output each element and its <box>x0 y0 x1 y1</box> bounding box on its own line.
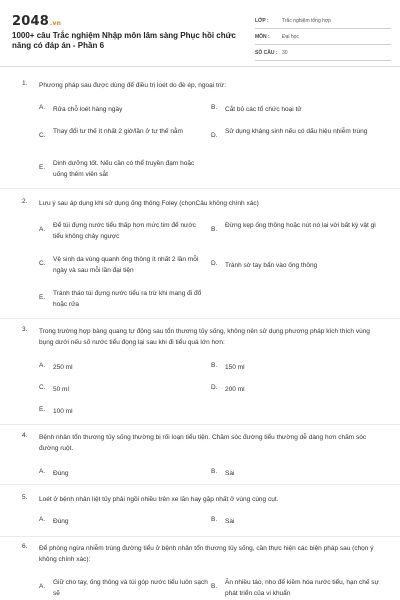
question-number: 6. <box>22 543 28 550</box>
option-letter: C. <box>39 132 46 139</box>
meta-key: SỐ CÂU : <box>255 50 278 56</box>
question-number: 1. <box>22 80 28 87</box>
option-letter: A. <box>39 583 46 590</box>
document-header <box>0 0 400 66</box>
option-letter: E. <box>39 294 46 301</box>
option-letter: A. <box>39 516 46 523</box>
option-letter: D. <box>211 260 218 267</box>
option-text: Sai <box>225 518 235 525</box>
option-text: Tránh sờ tay bẩn vào ống thông <box>225 262 318 269</box>
option-letter: C. <box>39 384 46 391</box>
option-letter: B. <box>211 226 218 233</box>
option-text: Đúng <box>53 518 69 525</box>
question-separator <box>0 188 400 189</box>
site-logo[interactable] <box>12 14 61 29</box>
option-letter: B. <box>211 516 218 523</box>
option-text: Rửa chỗ loét hàng ngày <box>53 106 123 113</box>
option-letter: D. <box>211 384 218 391</box>
option-text: 100 ml <box>53 408 73 415</box>
option-text: 150 ml <box>225 364 245 371</box>
document-meta <box>255 14 391 62</box>
option-letter: D. <box>211 132 218 139</box>
option-text: 250 ml <box>53 364 73 371</box>
option-letter: A. <box>39 362 46 369</box>
option-letter: E. <box>39 406 46 413</box>
logo-text: 2048 <box>12 14 49 29</box>
meta-value: Trắc nghiệm tổng hợp <box>282 18 331 24</box>
question-text: Để phòng ngừa nhiễm trùng đường tiểu ở bệnh nhân tổn thương tủy sống, cần thực hiện các biện pháp sau (chọn ý không chính xác): <box>39 545 374 563</box>
option-text: Vệ sinh da vùng quanh ống thông ít nhất 2 lần mỗi ngày và sau mỗi lần đại tiện <box>53 256 199 274</box>
question-number: 5. <box>22 494 28 501</box>
option-text: Cắt bỏ các tổ chức hoại tử <box>225 106 302 113</box>
option-text: Sử dụng kháng sinh nếu có dấu hiệu nhiễm trùng <box>225 128 368 135</box>
question-text: Lưu ý sau áp dụng khi sử dụng ống thông Foley (chọnCâu không chính xác) <box>39 200 259 207</box>
meta-value: Đại học <box>282 34 299 40</box>
logo-suffix: .vn <box>49 20 62 27</box>
option-text: Tránh tháo túi đựng nước tiểu ra trừ khi mang đi đổ hoặc rửa <box>53 290 202 308</box>
question-separator <box>0 424 400 425</box>
option-letter: A. <box>39 468 46 475</box>
question-text: Phương pháp sau được dùng để điều trị loét do đè ép, ngoại trừ: <box>39 82 227 89</box>
question-text: Bệnh nhân tổn thương tủy sống thường bị rối loạn tiểu tiện. Chăm sóc đường tiểu thường dễ dàng hơn chăm sóc đường ruột. <box>39 434 367 452</box>
option-text: Giữ cho tay, ống thông và túi góp nước tiểu luôn sạch sẽ <box>53 579 208 597</box>
option-letter: E. <box>39 164 46 171</box>
option-letter: A. <box>39 226 46 233</box>
meta-row-subject <box>255 30 391 45</box>
option-letter: B. <box>211 104 218 111</box>
option-text: Ăn nhiều táo, nho để kiềm hóa nước tiểu, hạn chế sự phát triển của vi khuẩn <box>225 579 379 597</box>
option-text: 200 ml <box>225 386 245 393</box>
question-text: Trong trường hợp bàng quang tự động sau tổn thương tủy sống, không nên sử dụng phương pháp kích thích vùng bụng dưới nếu số nước tiểu đọng lại sau khi đi tiểu quá lớn hơn: <box>39 328 370 346</box>
option-letter: B. <box>211 468 218 475</box>
question-separator <box>0 484 400 485</box>
question-number: 4. <box>22 432 28 439</box>
option-text: Đúng <box>53 470 69 477</box>
option-letter: B. <box>211 583 218 590</box>
option-text: Dinh dưỡng tốt. Nếu cần có thể truyền đạm hoặc uống thêm viên sắt <box>53 160 195 178</box>
option-text: 50 ml <box>53 386 69 393</box>
question-separator <box>0 536 400 537</box>
meta-row-count <box>255 46 391 61</box>
question-text: Loét ở bệnh nhân liệt tủy phải ngồi nhiều trên xe lăn hay gặp nhất ở vùng cùng cụt. <box>39 496 279 503</box>
option-text: Để túi đựng nước tiểu thấp hơn mức tim để nước tiểu không chảy ngược <box>53 222 196 240</box>
header-divider <box>0 66 400 67</box>
question-separator <box>0 318 400 319</box>
meta-value: 30 <box>282 50 288 56</box>
question-number: 3. <box>22 326 28 333</box>
option-letter: A. <box>39 104 46 111</box>
option-letter: C. <box>39 260 46 267</box>
meta-row-class <box>255 14 391 29</box>
option-text: Thay đổi tư thế ít nhất 2 giờ/lần ở tư thế nằm <box>53 128 183 135</box>
document-title: 1000+ câu Trắc nghiệm Nhập môn lâm sàng Phục hồi chức năng có đáp án - Phần 6 <box>12 31 236 50</box>
option-text: Đừng kẹp ống thông hoặc nút nó lại với bất kỳ vật gì <box>225 222 376 229</box>
meta-key: MÔN : <box>255 34 270 40</box>
meta-key: LỚP : <box>255 18 269 24</box>
option-text: Sai <box>225 470 235 477</box>
question-number: 2. <box>22 198 28 205</box>
option-letter: B. <box>211 362 218 369</box>
